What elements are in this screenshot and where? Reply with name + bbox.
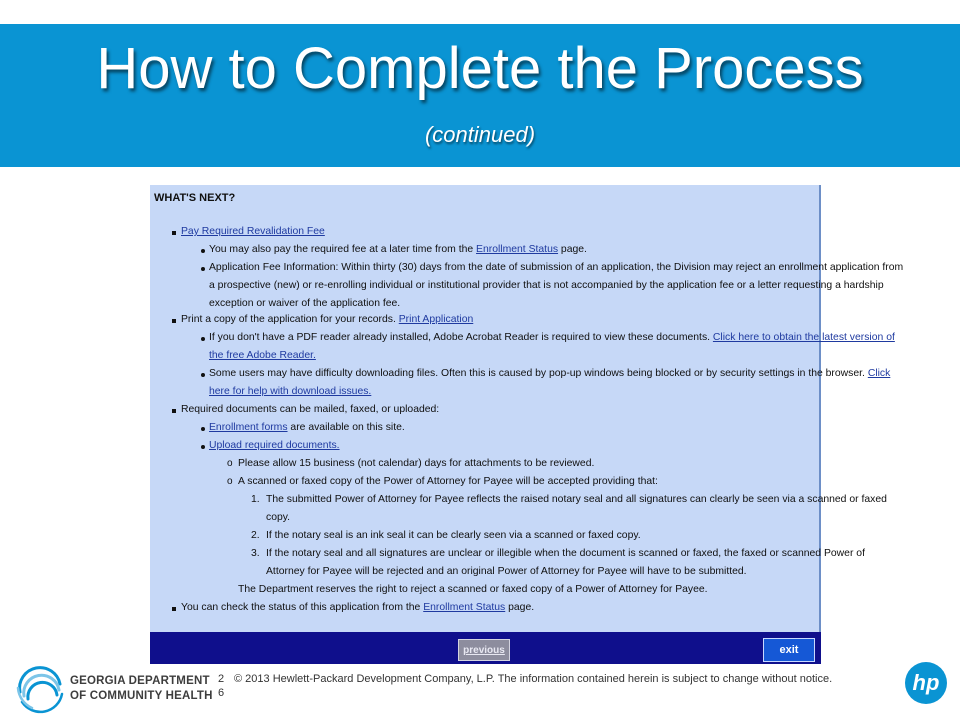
print-application-link[interactable]: Print Application	[398, 314, 474, 325]
line-pay-later	[209, 241, 587, 259]
exit-button[interactable]: exit	[763, 638, 815, 662]
line-required-docs: Required documents can be mailed, faxed, or uploaded:	[181, 404, 440, 415]
line-upload-docs	[209, 437, 340, 455]
copyright-notice: © 2013 Hewlett-Packard Development Company, L.P. The information contained herein is subject to change without notice.	[234, 673, 833, 685]
download-help-link[interactable]: Click	[867, 368, 891, 379]
text: If you don't have a PDF reader already installed, Adobe Acrobat Reader is required to view these documents.	[209, 332, 713, 343]
adobe-reader-link-cont[interactable]: the free Adobe Reader.	[209, 350, 316, 361]
square-bullet	[172, 231, 176, 235]
text: Some users may have difficulty downloading files. Often this is caused by pop-up windows being blocked or by security settings in the browser.	[209, 368, 868, 379]
adobe-reader-link[interactable]: Click here to obtain the latest version of	[712, 332, 895, 343]
text: You may also pay the required fee at a later time from the	[209, 244, 477, 255]
line-pdf-reader	[209, 329, 895, 347]
download-help-link-cont[interactable]: here for help with download issues.	[209, 386, 372, 397]
whats-next-heading: WHAT'S NEXT?	[154, 192, 236, 204]
text: are available on this site.	[287, 422, 405, 433]
line-print-copy	[181, 311, 473, 329]
text: Print a copy of the application for your records.	[181, 314, 399, 325]
upload-documents-link[interactable]: Upload required documents.	[209, 440, 340, 451]
text: page.	[505, 602, 535, 613]
embedded-screenshot	[150, 185, 904, 664]
square-bullet	[172, 607, 176, 611]
line-download-issues	[209, 365, 890, 383]
line-condition-2: If the notary seal is an ink seal it can be clearly seen via a scanned or faxed copy.	[266, 530, 641, 541]
pay-revalidation-fee-link[interactable]: Pay Required Revalidation Fee	[181, 226, 325, 237]
hp-logo-icon: hp	[905, 662, 947, 704]
line-pay-fee	[181, 223, 325, 241]
line-allow-15-days: Please allow 15 business (not calendar) days for attachments to be reviewed.	[238, 458, 595, 469]
round-bullet	[201, 249, 205, 253]
line-pdf-reader-2	[209, 347, 316, 365]
line-fee-info-3: exception or waiver of the application fee.	[209, 298, 401, 309]
list-number: 2.	[251, 530, 260, 541]
text: page.	[558, 244, 587, 255]
square-bullet	[172, 319, 176, 323]
round-bullet	[201, 373, 205, 377]
line-fee-info-2: a prospective (new) or re-enrolling individual or institutional provider that is not accompanied by the application fee or a letter requesting a hardship	[209, 280, 884, 291]
round-bullet	[201, 337, 205, 341]
previous-button[interactable]: previous	[458, 639, 510, 661]
circle-bullet: o	[227, 476, 233, 487]
round-bullet	[201, 267, 205, 271]
square-bullet	[172, 409, 176, 413]
line-check-status	[181, 599, 534, 617]
list-number: 1.	[251, 494, 260, 505]
line-power-of-attorney: A scanned or faxed copy of the Power of Attorney for Payee will be accepted providing that:	[238, 476, 658, 487]
line-department-reserves: The Department reserves the right to reject a scanned or faxed copy of a Power of Attorney for Payee.	[238, 584, 708, 595]
enrollment-status-link[interactable]: Enrollment Status	[476, 244, 559, 255]
georgia-dch-wordmark	[70, 674, 213, 704]
slide-subtitle: (continued)	[424, 122, 536, 147]
text: You can check the status of this application from the	[181, 602, 424, 613]
line-condition-1: The submitted Power of Attorney for Payee reflects the raised notary seal and all signatures can clearly be seen via a scanned or faxed	[266, 494, 887, 505]
line-download-issues-2	[209, 383, 371, 401]
enrollment-forms-link[interactable]: Enrollment forms	[209, 422, 288, 433]
org-line-2: OF COMMUNITY HEALTH	[70, 690, 213, 702]
circle-bullet: o	[227, 458, 233, 469]
enrollment-status-link-2[interactable]: Enrollment Status	[423, 602, 506, 613]
list-number: 3.	[251, 548, 260, 559]
round-bullet	[201, 427, 205, 431]
round-bullet	[201, 445, 205, 449]
slide-title: How to Complete the Process	[96, 36, 864, 101]
line-condition-3: If the notary seal and all signatures are unclear or illegible when the document is scanned or faxed, the faxed or scanned Power of	[266, 548, 865, 559]
line-condition-3-cont: Attorney for Payee will be rejected and an original Power of Attorney for Payee will have to be submitted.	[266, 566, 747, 577]
org-line-1: GEORGIA DEPARTMENT	[70, 675, 210, 687]
page-number: 2 6	[218, 673, 225, 699]
line-fee-info-1: Application Fee Information: Within thirty (30) days from the date of submission of an application, the Division may reject an enrollment application from	[209, 262, 904, 273]
line-enrollment-forms	[209, 419, 405, 437]
line-condition-1-cont: copy.	[266, 512, 291, 523]
